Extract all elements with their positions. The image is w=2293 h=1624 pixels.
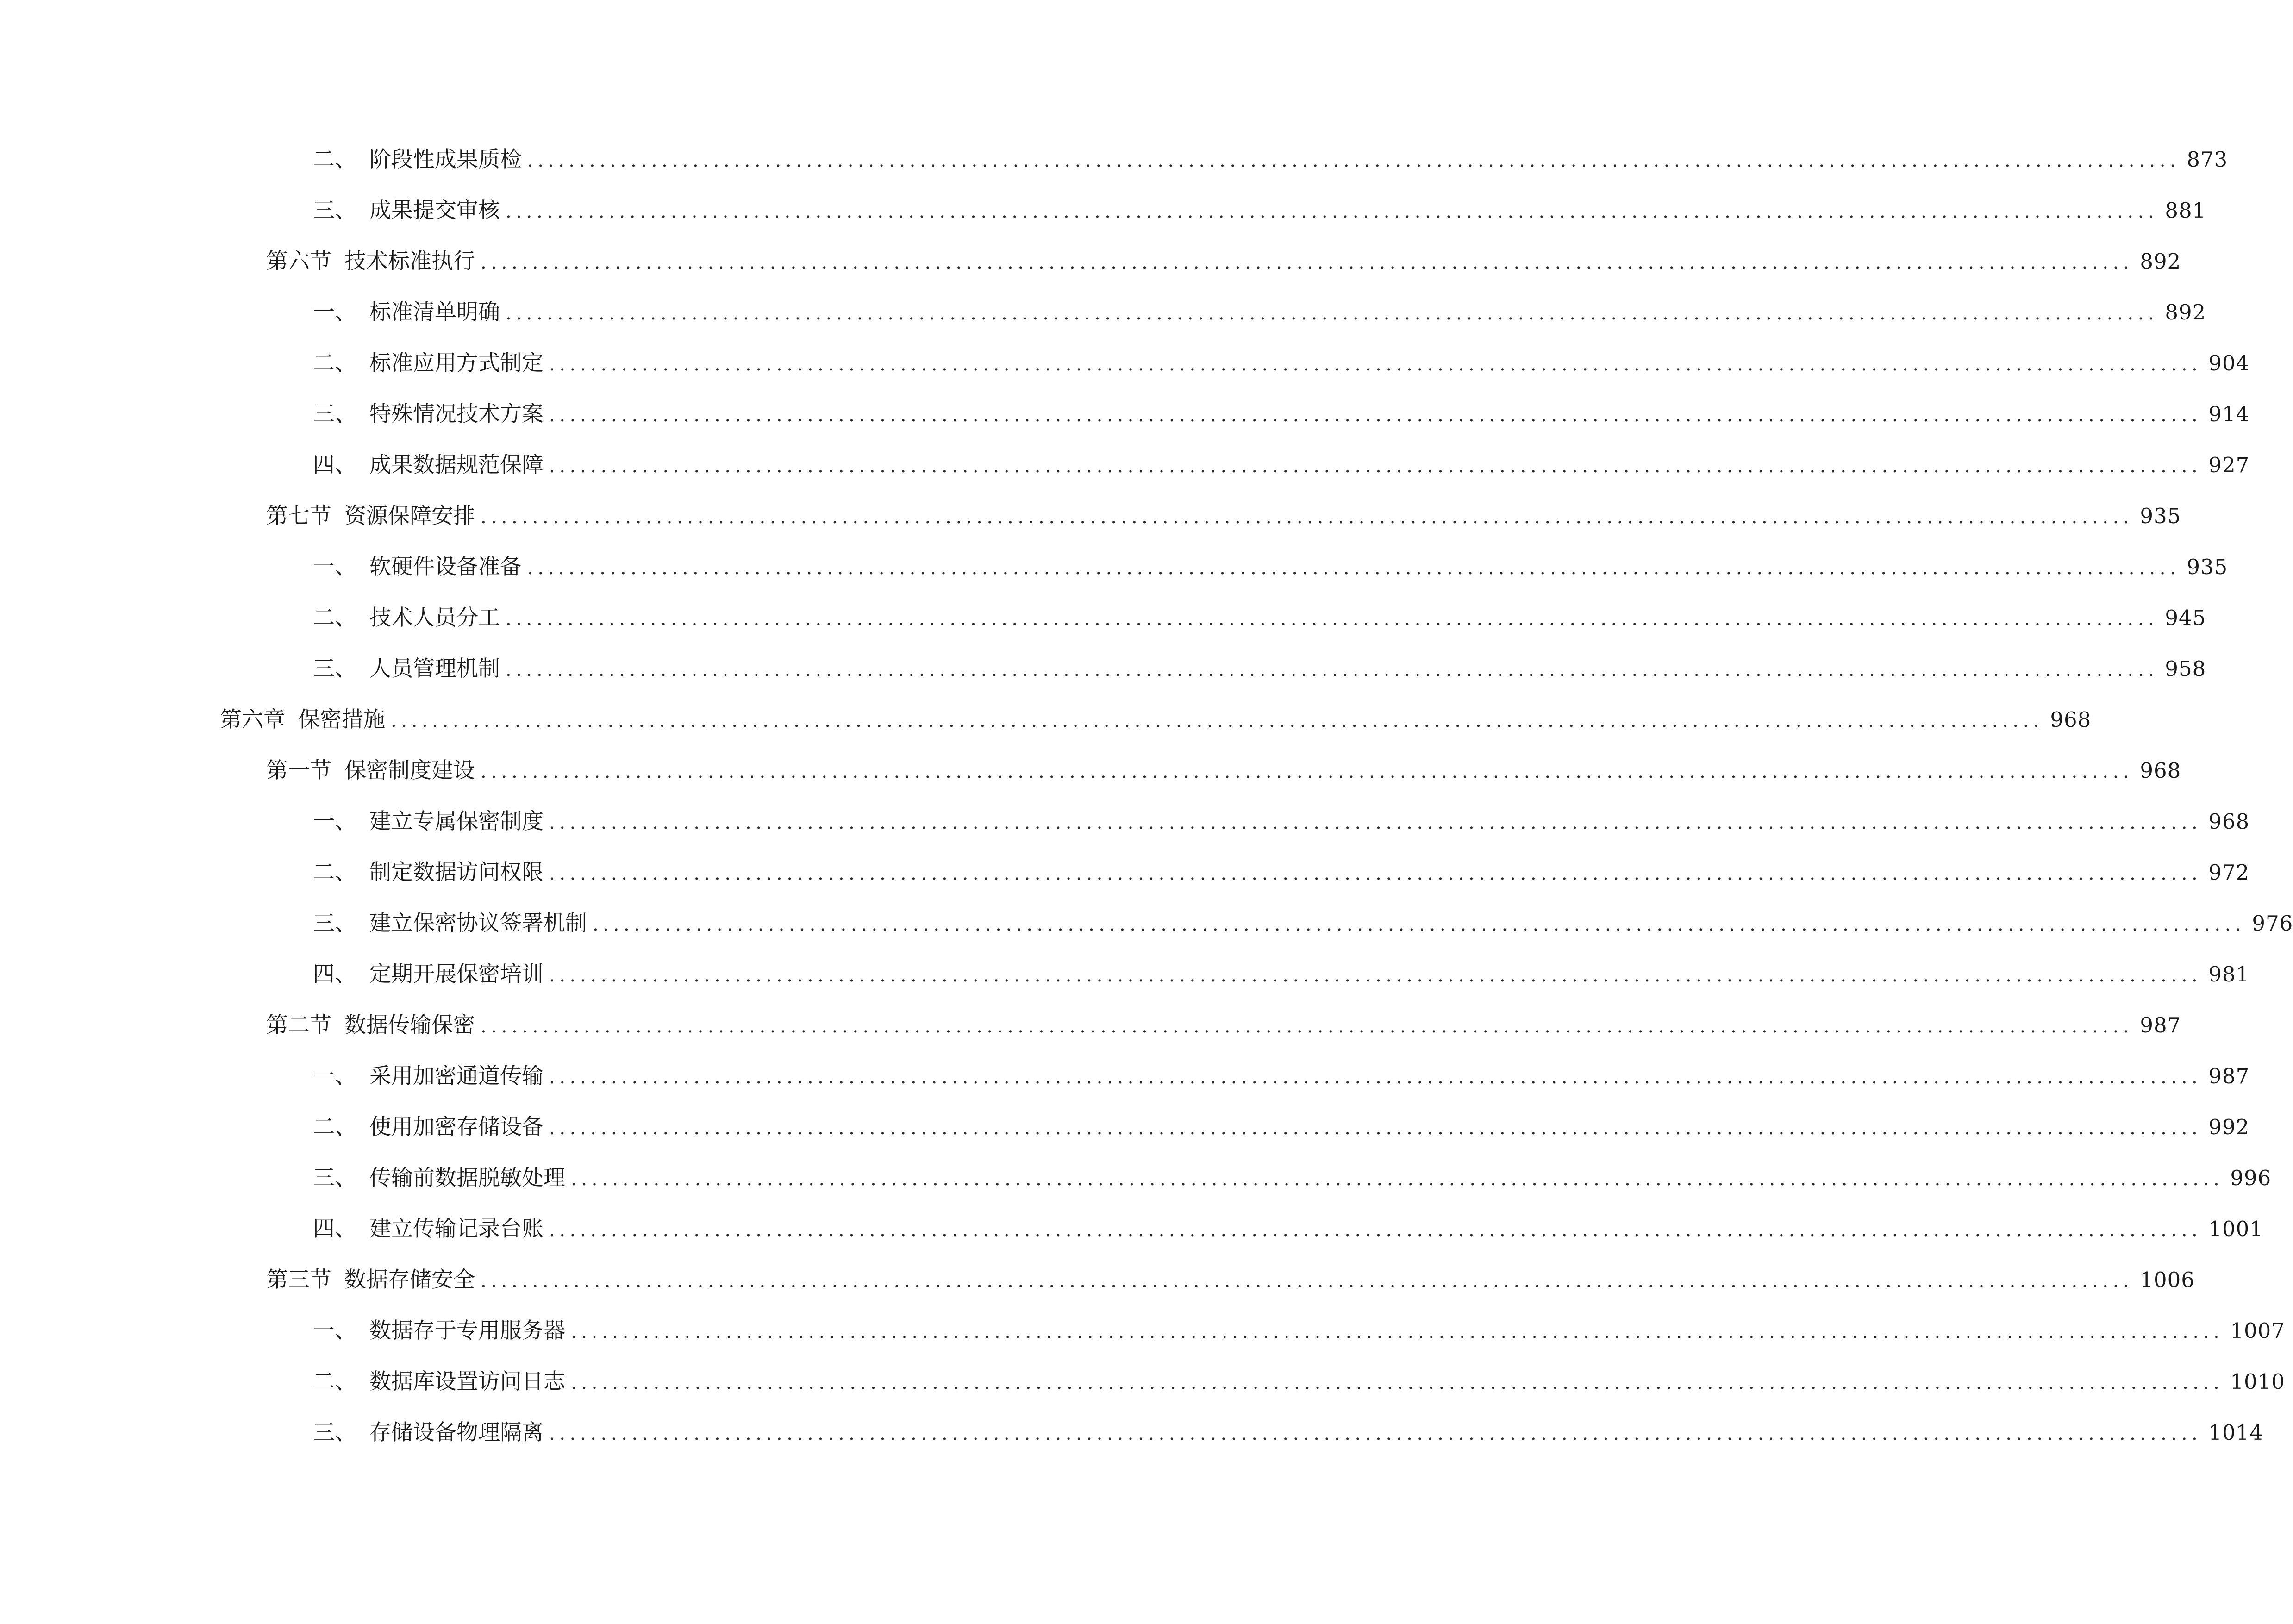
toc-entry-number: 二、 — [313, 1369, 356, 1394]
toc-entry-page: 892 — [2140, 249, 2181, 274]
toc-entry[interactable] — [0, 1255, 2195, 1305]
toc-entry[interactable] — [0, 847, 2250, 898]
toc-entry[interactable] — [0, 440, 2250, 491]
dot-leader: ................................................................................................................................................................ — [527, 557, 2181, 579]
dot-leader: ................................................................................................................................................................ — [549, 1423, 2202, 1444]
toc-entry-title: 数据存储安全 — [344, 1267, 475, 1293]
dot-leader: ................................................................................................................................................................ — [481, 506, 2134, 528]
toc-entry-title: 成果提交审核 — [369, 198, 500, 223]
toc-entry-number: 一、 — [313, 554, 356, 580]
toc-entry[interactable] — [0, 1102, 2250, 1153]
toc-entry-page: 968 — [2050, 707, 2092, 732]
table-of-contents — [0, 134, 2293, 1458]
toc-entry-page: 892 — [2165, 300, 2206, 325]
dot-leader: ................................................................................................................................................................ — [481, 1270, 2134, 1292]
toc-entry[interactable] — [0, 898, 2293, 949]
toc-entry-page: 881 — [2165, 198, 2206, 223]
toc-entry-number: 二、 — [313, 350, 356, 376]
toc-entry-title: 技术人员分工 — [369, 605, 500, 631]
toc-entry-number: 三、 — [313, 911, 356, 936]
toc-entry-page: 1006 — [2140, 1268, 2195, 1292]
toc-entry-page: 968 — [2208, 809, 2250, 834]
toc-entry-page: 904 — [2208, 351, 2250, 375]
toc-entry[interactable] — [0, 949, 2250, 1000]
dot-leader: ................................................................................................................................................................ — [549, 1118, 2202, 1139]
toc-entry[interactable] — [0, 1407, 2263, 1458]
dot-leader: ................................................................................................................................................................ — [391, 710, 2044, 731]
toc-entry-page: 945 — [2165, 606, 2206, 630]
dot-leader: ................................................................................................................................................................ — [571, 1168, 2224, 1190]
toc-entry[interactable] — [0, 745, 2181, 796]
toc-entry-title: 人员管理机制 — [369, 656, 500, 681]
toc-entry[interactable] — [0, 185, 2206, 236]
toc-entry-page: 981 — [2208, 962, 2250, 987]
toc-entry[interactable] — [0, 1000, 2181, 1051]
toc-entry-title: 软硬件设备准备 — [369, 554, 522, 580]
toc-entry-page: 1007 — [2230, 1318, 2285, 1343]
toc-entry-title: 定期开展保密培训 — [369, 962, 544, 987]
dot-leader: ................................................................................................................................................................ — [506, 659, 2159, 681]
toc-entry-number: 二、 — [313, 605, 356, 631]
toc-entry-number: 第三节 — [266, 1267, 331, 1293]
toc-entry-title: 成果数据规范保障 — [369, 452, 544, 478]
toc-entry-title: 数据库设置访问日志 — [369, 1369, 565, 1394]
dot-leader: ................................................................................................................................................................ — [549, 1219, 2202, 1241]
toc-entry-title: 使用加密存储设备 — [369, 1114, 544, 1140]
dot-leader: ................................................................................................................................................................ — [549, 863, 2202, 884]
toc-entry[interactable] — [0, 1305, 2285, 1356]
toc-entry-title: 建立传输记录台账 — [369, 1216, 544, 1242]
toc-entry-number: 一、 — [313, 1063, 356, 1089]
toc-entry-title: 数据传输保密 — [344, 1012, 475, 1038]
toc-entry-page: 935 — [2187, 555, 2228, 579]
dot-leader: ................................................................................................................................................................ — [527, 150, 2181, 171]
toc-entry[interactable] — [0, 796, 2250, 847]
dot-leader: ................................................................................................................................................................ — [549, 965, 2202, 986]
toc-entry-number: 二、 — [313, 147, 356, 172]
toc-entry-number: 二、 — [313, 1114, 356, 1140]
toc-entry-page: 987 — [2208, 1064, 2250, 1088]
toc-entry-title: 特殊情况技术方案 — [369, 401, 544, 427]
toc-entry-page: 1010 — [2230, 1369, 2285, 1394]
toc-entry-title: 数据存于专用服务器 — [369, 1318, 565, 1343]
toc-entry[interactable] — [0, 134, 2228, 185]
toc-entry[interactable] — [0, 694, 2092, 745]
toc-entry-number: 第七节 — [266, 503, 331, 529]
dot-leader: ................................................................................................................................................................ — [549, 1067, 2202, 1088]
dot-leader: ................................................................................................................................................................ — [549, 812, 2202, 833]
toc-entry-number: 三、 — [313, 401, 356, 427]
dot-leader: ................................................................................................................................................................ — [506, 201, 2159, 222]
dot-leader: ................................................................................................................................................................ — [593, 914, 2246, 935]
toc-entry-title: 建立保密协议签署机制 — [369, 911, 587, 936]
toc-entry-title: 保密制度建设 — [344, 758, 475, 783]
toc-entry[interactable] — [0, 236, 2181, 287]
dot-leader: ................................................................................................................................................................ — [571, 1372, 2224, 1393]
toc-entry[interactable] — [0, 643, 2206, 694]
toc-entry-page: 958 — [2165, 656, 2206, 681]
toc-entry-number: 二、 — [313, 860, 356, 885]
toc-entry[interactable] — [0, 593, 2206, 643]
toc-entry-number: 一、 — [313, 300, 356, 325]
dot-leader: ................................................................................................................................................................ — [506, 608, 2159, 630]
dot-leader: ................................................................................................................................................................ — [571, 1321, 2224, 1343]
toc-entry-page: 992 — [2208, 1115, 2250, 1139]
toc-entry-number: 三、 — [313, 198, 356, 223]
toc-entry[interactable] — [0, 389, 2250, 440]
toc-entry-page: 968 — [2140, 758, 2181, 783]
toc-entry-title: 制定数据访问权限 — [369, 860, 544, 885]
toc-entry-title: 阶段性成果质检 — [369, 147, 522, 172]
toc-entry-title: 标准应用方式制定 — [369, 350, 544, 376]
dot-leader: ................................................................................................................................................................ — [481, 252, 2134, 273]
toc-entry[interactable] — [0, 1356, 2285, 1407]
toc-entry-page: 972 — [2208, 860, 2250, 885]
toc-entry-title: 保密措施 — [298, 707, 385, 732]
toc-entry[interactable] — [0, 1204, 2263, 1255]
toc-entry-page: 927 — [2208, 453, 2250, 477]
toc-entry-title: 存储设备物理隔离 — [369, 1420, 544, 1445]
toc-entry-title: 技术标准执行 — [344, 249, 475, 274]
toc-entry-number: 三、 — [313, 1165, 356, 1191]
toc-entry-page: 987 — [2140, 1013, 2181, 1037]
dot-leader: ................................................................................................................................................................ — [549, 456, 2202, 477]
toc-entry[interactable] — [0, 1153, 2272, 1204]
toc-entry-number: 一、 — [313, 809, 356, 834]
toc-entry-page: 996 — [2230, 1166, 2272, 1190]
toc-entry-title: 采用加密通道传输 — [369, 1063, 544, 1089]
toc-entry-number: 四、 — [313, 452, 356, 478]
toc-entry-page: 1001 — [2208, 1217, 2263, 1241]
toc-entry-title: 传输前数据脱敏处理 — [369, 1165, 565, 1191]
toc-entry-number: 第六章 — [220, 707, 285, 732]
toc-entry-number: 四、 — [313, 1216, 356, 1242]
toc-entry[interactable] — [0, 338, 2250, 389]
dot-leader: ................................................................................................................................................................ — [481, 761, 2134, 782]
toc-entry-number: 四、 — [313, 962, 356, 987]
toc-entry-page: 914 — [2208, 402, 2250, 426]
toc-entry-number: 第二节 — [266, 1012, 331, 1038]
toc-entry[interactable] — [0, 542, 2228, 593]
toc-entry-title: 建立专属保密制度 — [369, 809, 544, 834]
toc-entry-title: 资源保障安排 — [344, 503, 475, 529]
toc-entry-page: 1014 — [2208, 1420, 2263, 1445]
toc-entry-title: 标准清单明确 — [369, 300, 500, 325]
toc-entry-page: 976 — [2252, 911, 2293, 936]
dot-leader: ................................................................................................................................................................ — [481, 1016, 2134, 1037]
toc-entry-number: 第六节 — [266, 249, 331, 274]
toc-entry[interactable] — [0, 491, 2181, 542]
dot-leader: ................................................................................................................................................................ — [506, 303, 2159, 324]
toc-entry-number: 一、 — [313, 1318, 356, 1343]
toc-entry[interactable] — [0, 287, 2206, 338]
toc-entry-page: 873 — [2187, 147, 2228, 172]
dot-leader: ................................................................................................................................................................ — [549, 405, 2202, 426]
toc-entry-page: 935 — [2140, 504, 2181, 528]
toc-entry-number: 第一节 — [266, 758, 331, 783]
toc-entry-number: 三、 — [313, 656, 356, 681]
dot-leader: ................................................................................................................................................................ — [549, 354, 2202, 375]
toc-entry[interactable] — [0, 1051, 2250, 1102]
toc-entry-number: 三、 — [313, 1420, 356, 1445]
